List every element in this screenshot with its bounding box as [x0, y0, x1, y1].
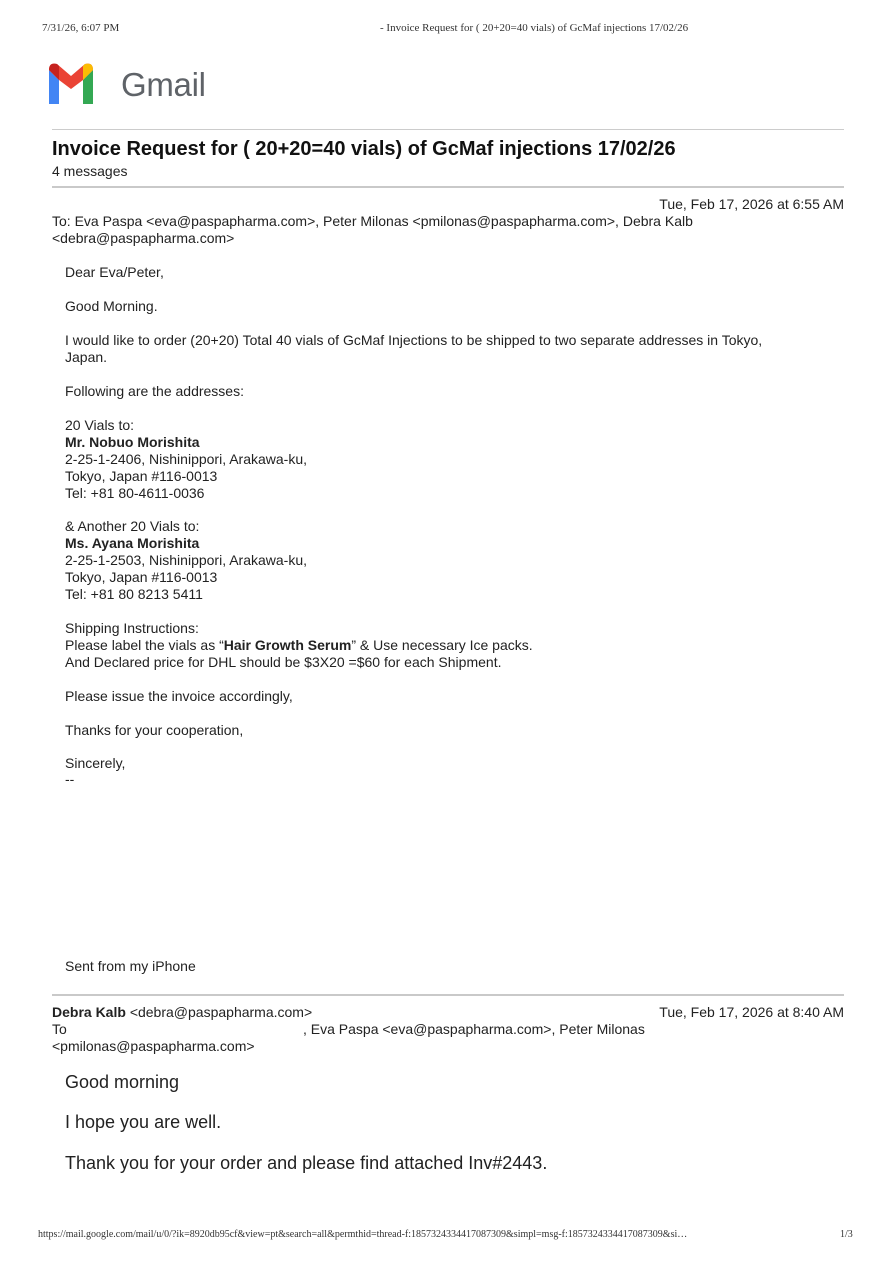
- shipping-text: ” & Use necessary Ice packs.: [351, 637, 533, 653]
- print-footer-url: https://mail.google.com/mail/u/0/?ik=8920db95cf&view=pt&search=all&permthid=thread-f:1857324334417087309&simpl=msg-f:1857324334417087309&si…: [38, 1229, 688, 1240]
- declared-line: And Declared price for DHL should be $3X20 =$60 for each Shipment.: [65, 654, 502, 670]
- shipping-label-bold: Hair Growth Serum: [223, 637, 352, 653]
- divider: [52, 186, 844, 188]
- sender-email: <debra@paspapharma.com>: [129, 1004, 313, 1020]
- body-line: Thank you for your order and please find attached Inv#2443.: [65, 1153, 548, 1173]
- to-label: To: [52, 1021, 67, 1037]
- page-number: 1/3: [840, 1229, 853, 1240]
- address-street: 2-25-1-2406, Nishinippori, Arakawa-ku,: [65, 451, 308, 467]
- print-datetime: 7/31/26, 6:07 PM: [42, 22, 120, 34]
- address-name: Ms. Ayana Morishita: [65, 535, 200, 551]
- body-line: Please issue the invoice accordingly,: [65, 688, 293, 704]
- sent-from: Sent from my iPhone: [65, 958, 196, 974]
- message-date: Tue, Feb 17, 2026 at 8:40 AM: [659, 1004, 844, 1020]
- address-street: 2-25-1-2503, Nishinippori, Arakawa-ku,: [65, 552, 308, 568]
- recipients-line: <pmilonas@paspapharma.com>: [52, 1038, 255, 1054]
- address-tel: Tel: +81 80 8213 5411: [65, 586, 203, 602]
- signoff: Sincerely,: [65, 755, 126, 771]
- sender-name: Debra Kalb: [52, 1004, 126, 1020]
- body-line: Japan.: [65, 349, 108, 365]
- body-line: Following are the addresses:: [65, 383, 244, 399]
- thread-subject: Invoice Request for ( 20+20=40 vials) of GcMaf injections 17/02/26: [52, 138, 676, 160]
- body-line: Good Morning.: [65, 298, 158, 314]
- message-count: 4 messages: [52, 163, 128, 179]
- signature-dashes: --: [65, 771, 75, 787]
- body-line: I hope you are well.: [65, 1112, 222, 1132]
- message-date: Tue, Feb 17, 2026 at 6:55 AM: [659, 196, 844, 212]
- shipping-heading: Shipping Instructions:: [65, 620, 199, 636]
- body-line: I would like to order (20+20) Total 40 vials of GcMaf Injections to be shipped to two separate addresses in Tokyo,: [65, 332, 763, 348]
- gmail-logo-text: Gmail: [121, 66, 206, 103]
- address-name: Mr. Nobuo Morishita: [65, 434, 200, 450]
- gmail-logo-icon: [45, 60, 97, 106]
- address-city: Tokyo, Japan #116-0013: [65, 569, 218, 585]
- address-intro: 20 Vials to:: [65, 417, 135, 433]
- shipping-line: [65, 637, 533, 653]
- body-line: Good morning: [65, 1072, 180, 1092]
- greeting: Dear Eva/Peter,: [65, 264, 164, 280]
- address-city: Tokyo, Japan #116-0013: [65, 468, 218, 484]
- address-tel: Tel: +81 80-4611-0036: [65, 485, 205, 501]
- recipients-line: , Eva Paspa <eva@paspapharma.com>, Peter Milonas: [303, 1021, 645, 1037]
- recipients-line: <debra@paspapharma.com>: [52, 230, 235, 246]
- print-title: - Invoice Request for ( 20+20=40 vials) of GcMaf injections 17/02/26: [380, 22, 689, 34]
- divider: [52, 994, 844, 996]
- divider: [52, 129, 844, 130]
- address-intro: & Another 20 Vials to:: [65, 518, 200, 534]
- sender-line: [52, 1004, 312, 1020]
- body-line: Thanks for your cooperation,: [65, 722, 244, 738]
- recipients-line: To: Eva Paspa <eva@paspapharma.com>, Peter Milonas <pmilonas@paspapharma.com>, Debra Kalb: [52, 213, 693, 229]
- shipping-text: Please label the vials as “: [65, 637, 224, 653]
